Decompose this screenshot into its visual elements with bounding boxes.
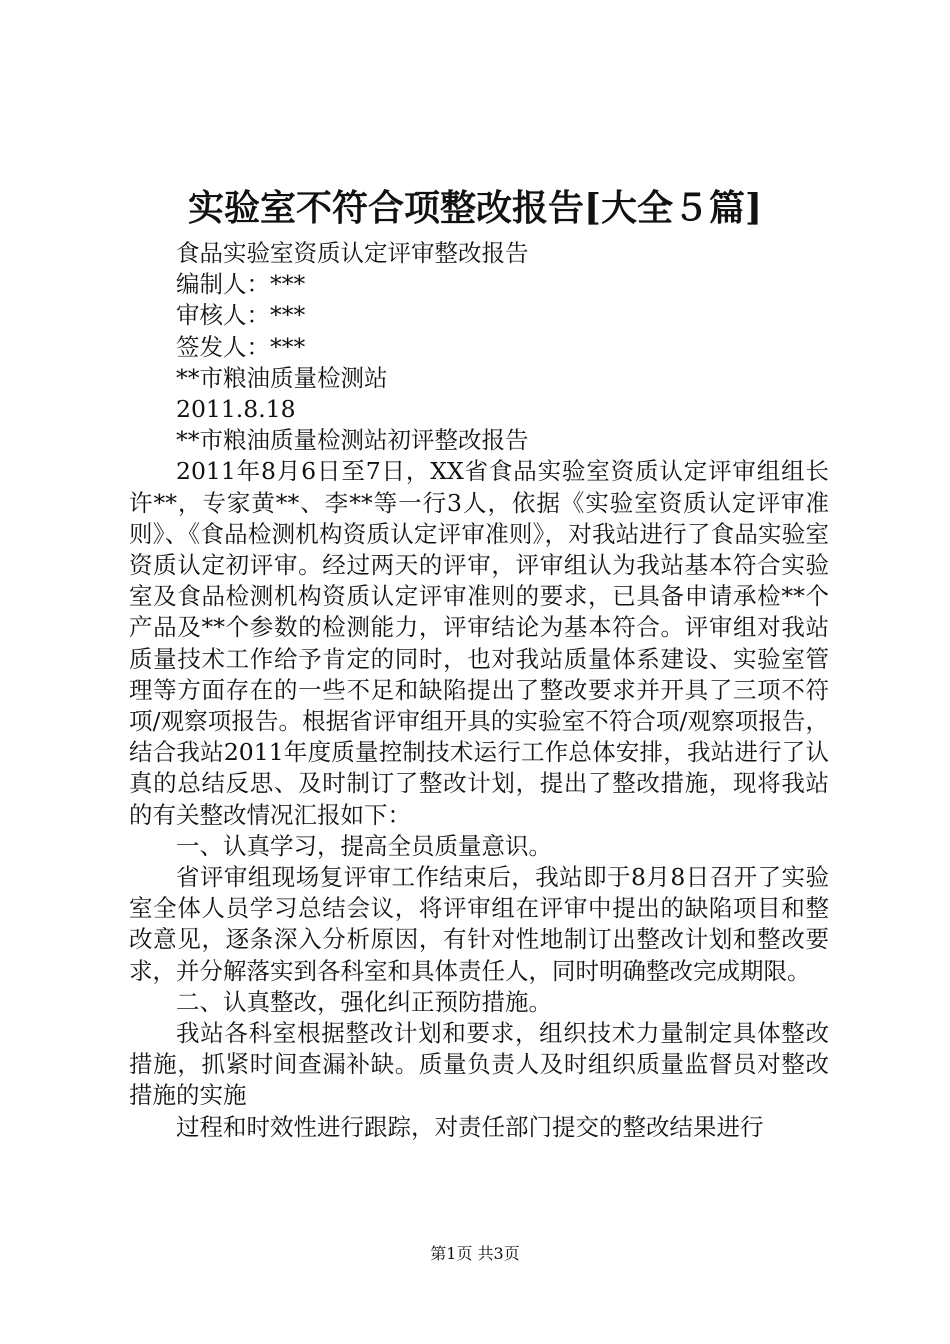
organization-line: **市粮油质量检测站 [176, 363, 388, 392]
issuer-line: 签发人：*** [176, 332, 306, 361]
section-heading: 二、认真整改，强化纠正预防措施。 [176, 987, 552, 1016]
section-heading: 一、认真学习，提高全员质量意识。 [176, 831, 552, 860]
document-title: 实验室不符合项整改报告[大全５篇] [187, 187, 763, 229]
body-paragraph: 省评审组现场复评审工作结束后，我站即于8月8日召开了实验室全体人员学习总结会议，将评审组在评审中提出的缺陷项目和整改意见，逐条深入分析原因，有针对性地制订出整改计划和整改要求，并分解落实到各科室和具体责任人，同时明确整改完成期限。 [129, 863, 829, 985]
report-name-line: **市粮油质量检测站初评整改报告 [176, 426, 529, 455]
date-line: 2011.8.18 [176, 395, 296, 424]
body-paragraph: 2011年8月6日至7日，XX省食品实验室资质认定评审组组长许**，专家黄**、李**等一行3人，依据《实验室资质认定评审准则》、《食品检测机构资质认定评审准则》，对我站进行了食品实验室资质认定初评审。经过两天的评审，评审组认为我站基本符合实验室及食品检测机构资质认定评审准则的要求，已具备申请承检**个产品及**个参数的检测能力，评审结论为基本符合。评审组对我站质量技术工作给予肯定的同时，也对我站质量体系建设、实验室管理等方面存在的一些不足和缺陷提出了整改要求并开具了三项不符项/观察项报告。根据省评审组开具的实验室不符合项/观察项报告，结合我站2011年度质量控制技术运行工作总体安排，我站进行了认真的总结反思、及时制订了整改计划，提出了整改措施，现将我站的有关整改情况汇报如下： [129, 457, 829, 829]
subtitle-line: 食品实验室资质认定评审整改报告 [176, 239, 529, 267]
body-paragraph: 过程和时效性进行跟踪，对责任部门提交的整改结果进行 [176, 1112, 764, 1141]
compiler-line: 编制人：*** [176, 270, 306, 299]
page-footer: 第1页 共3页 [430, 1244, 520, 1263]
body-paragraph: 我站各科室根据整改计划和要求，组织技术力量制定具体整改措施，抓紧时间查漏补缺。质量负责人及时组织质量监督员对整改措施的实施 [129, 1019, 829, 1110]
document-body [129, 238, 829, 1143]
reviewer-line: 审核人：*** [176, 301, 306, 330]
